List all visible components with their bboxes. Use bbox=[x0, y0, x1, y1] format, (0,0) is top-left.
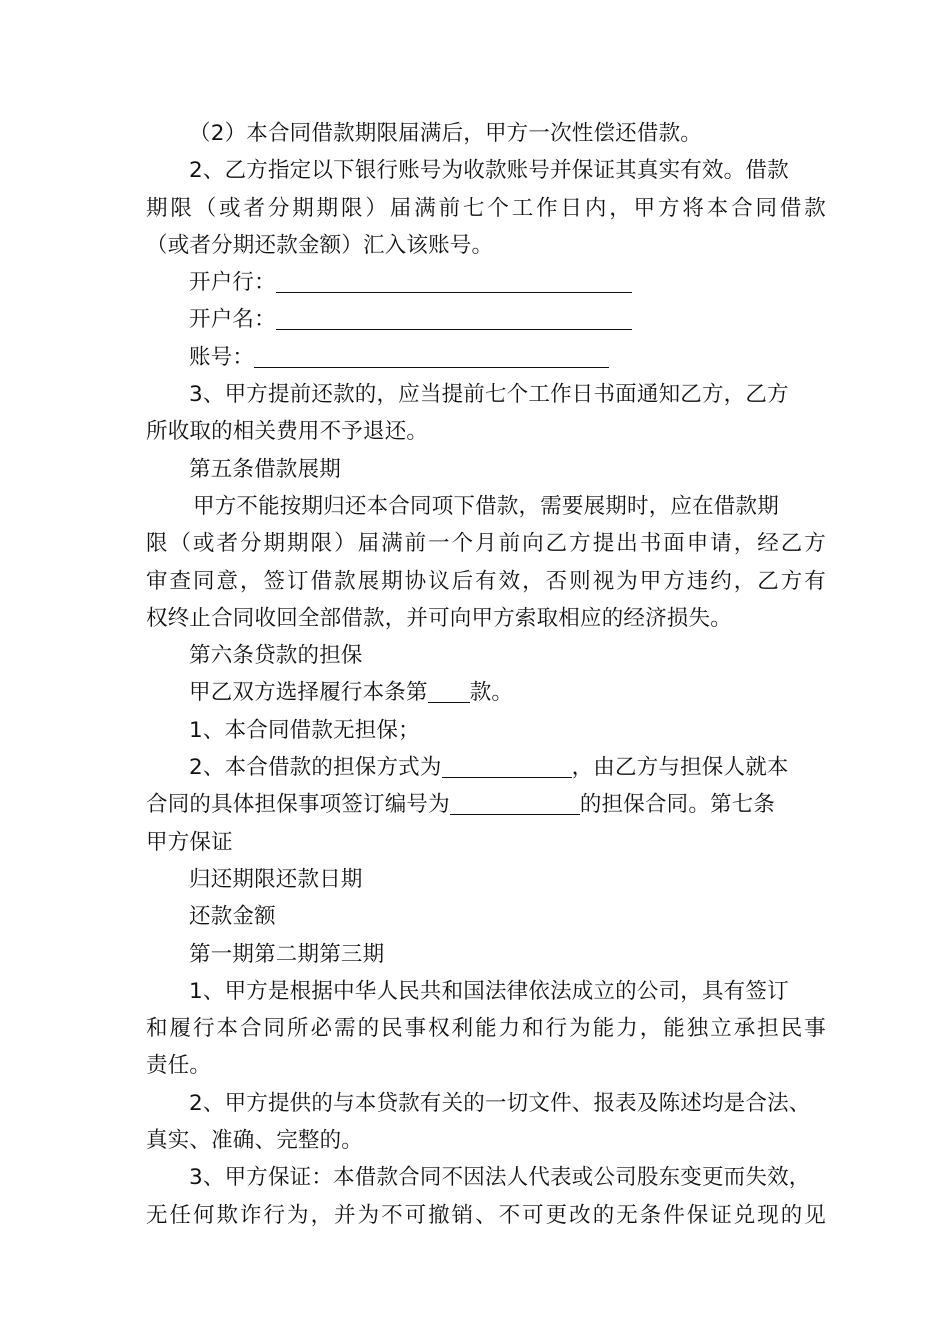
clause-line: 期限（或者分期期限）届满前七个工作日内，甲方将本合同借款 bbox=[146, 195, 826, 221]
clause-line: 2、乙方指定以下银行账号为收款账号并保证其真实有效。借款 bbox=[189, 158, 789, 184]
clause-line bbox=[146, 674, 826, 711]
section-heading: 第六条贷款的担保 bbox=[189, 643, 363, 669]
clause-line: 1、甲方是根据中华人民共和国法律依法成立的公司，具有签订 bbox=[189, 978, 789, 1004]
fill-blank bbox=[442, 754, 572, 778]
clause-line: 3、甲方提前还款的，应当提前七个工作日书面通知乙方，乙方 bbox=[189, 382, 789, 408]
section-heading: 第五条借款展期 bbox=[189, 456, 341, 482]
contract-text bbox=[146, 115, 826, 1234]
text-part: 的担保合同。第七条 bbox=[579, 792, 776, 818]
clause-line: 3、甲方保证：本借款合同不因法人代表或公司股东变更而失效， bbox=[189, 1165, 811, 1191]
text-part: ，由乙方与担保人就本 bbox=[571, 755, 789, 781]
text-part: 甲乙双方选择履行本条第 bbox=[189, 680, 428, 706]
clause-line: 甲方不能按期归还本合同项下借款，需要展期时，应在借款期 bbox=[193, 493, 779, 519]
clause-line: 审查同意，签订借款展期协议后有效，否则视为甲方违约，乙方有 bbox=[146, 568, 826, 594]
account-number-field bbox=[146, 339, 826, 376]
clause-line: 权终止合同收回全部借款，并可向甲方索取相应的经济损失。 bbox=[146, 605, 732, 631]
clause-line: 无任何欺诈行为，并为不可撤销、不可更改的无条件保证兑现的见 bbox=[146, 1202, 826, 1228]
clause-line: 还款金额 bbox=[189, 904, 276, 930]
account-name-field bbox=[146, 301, 826, 338]
bank-name-field bbox=[146, 264, 826, 301]
clause-line: 2、甲方提供的与本贷款有关的一切文件、报表及陈述均是合法、 bbox=[189, 1090, 811, 1116]
clause-line bbox=[146, 786, 826, 823]
text-part: 款。 bbox=[469, 680, 514, 706]
field-label: 开户名： bbox=[189, 307, 276, 333]
fill-blank bbox=[254, 344, 609, 368]
clause-line: 所收取的相关费用不予退还。 bbox=[146, 419, 429, 445]
text-part: 2、本合借款的担保方式为 bbox=[189, 755, 442, 781]
fill-blank bbox=[276, 306, 632, 330]
clause-line: 甲方保证 bbox=[146, 829, 233, 855]
clause-line: 1、本合同借款无担保； bbox=[189, 717, 420, 743]
clause-line: （2）本合同借款期限届满后，甲方一次性偿还借款。 bbox=[189, 121, 702, 146]
clause-line: 限（或者分期期限）届满前一个月前向乙方提出书面申请，经乙方 bbox=[146, 531, 826, 557]
fill-blank bbox=[276, 269, 632, 293]
clause-line: 责任。 bbox=[146, 1053, 212, 1079]
field-label: 账号： bbox=[189, 344, 255, 370]
clause-line: 第一期第二期第三期 bbox=[189, 941, 385, 967]
clause-line: 归还期限还款日期 bbox=[189, 866, 363, 892]
field-label: 开户行： bbox=[189, 270, 276, 296]
clause-line: 和履行本合同所必需的民事权利能力和行为能力，能独立承担民事 bbox=[146, 1016, 826, 1042]
fill-blank bbox=[428, 679, 470, 703]
fill-blank bbox=[450, 791, 580, 815]
clause-line bbox=[146, 749, 826, 786]
clause-line: 真实、准确、完整的。 bbox=[146, 1128, 364, 1154]
clause-line: （或者分期还款金额）汇入该账号。 bbox=[146, 232, 494, 258]
text-part: 合同的具体担保事项签订编号为 bbox=[146, 792, 450, 818]
